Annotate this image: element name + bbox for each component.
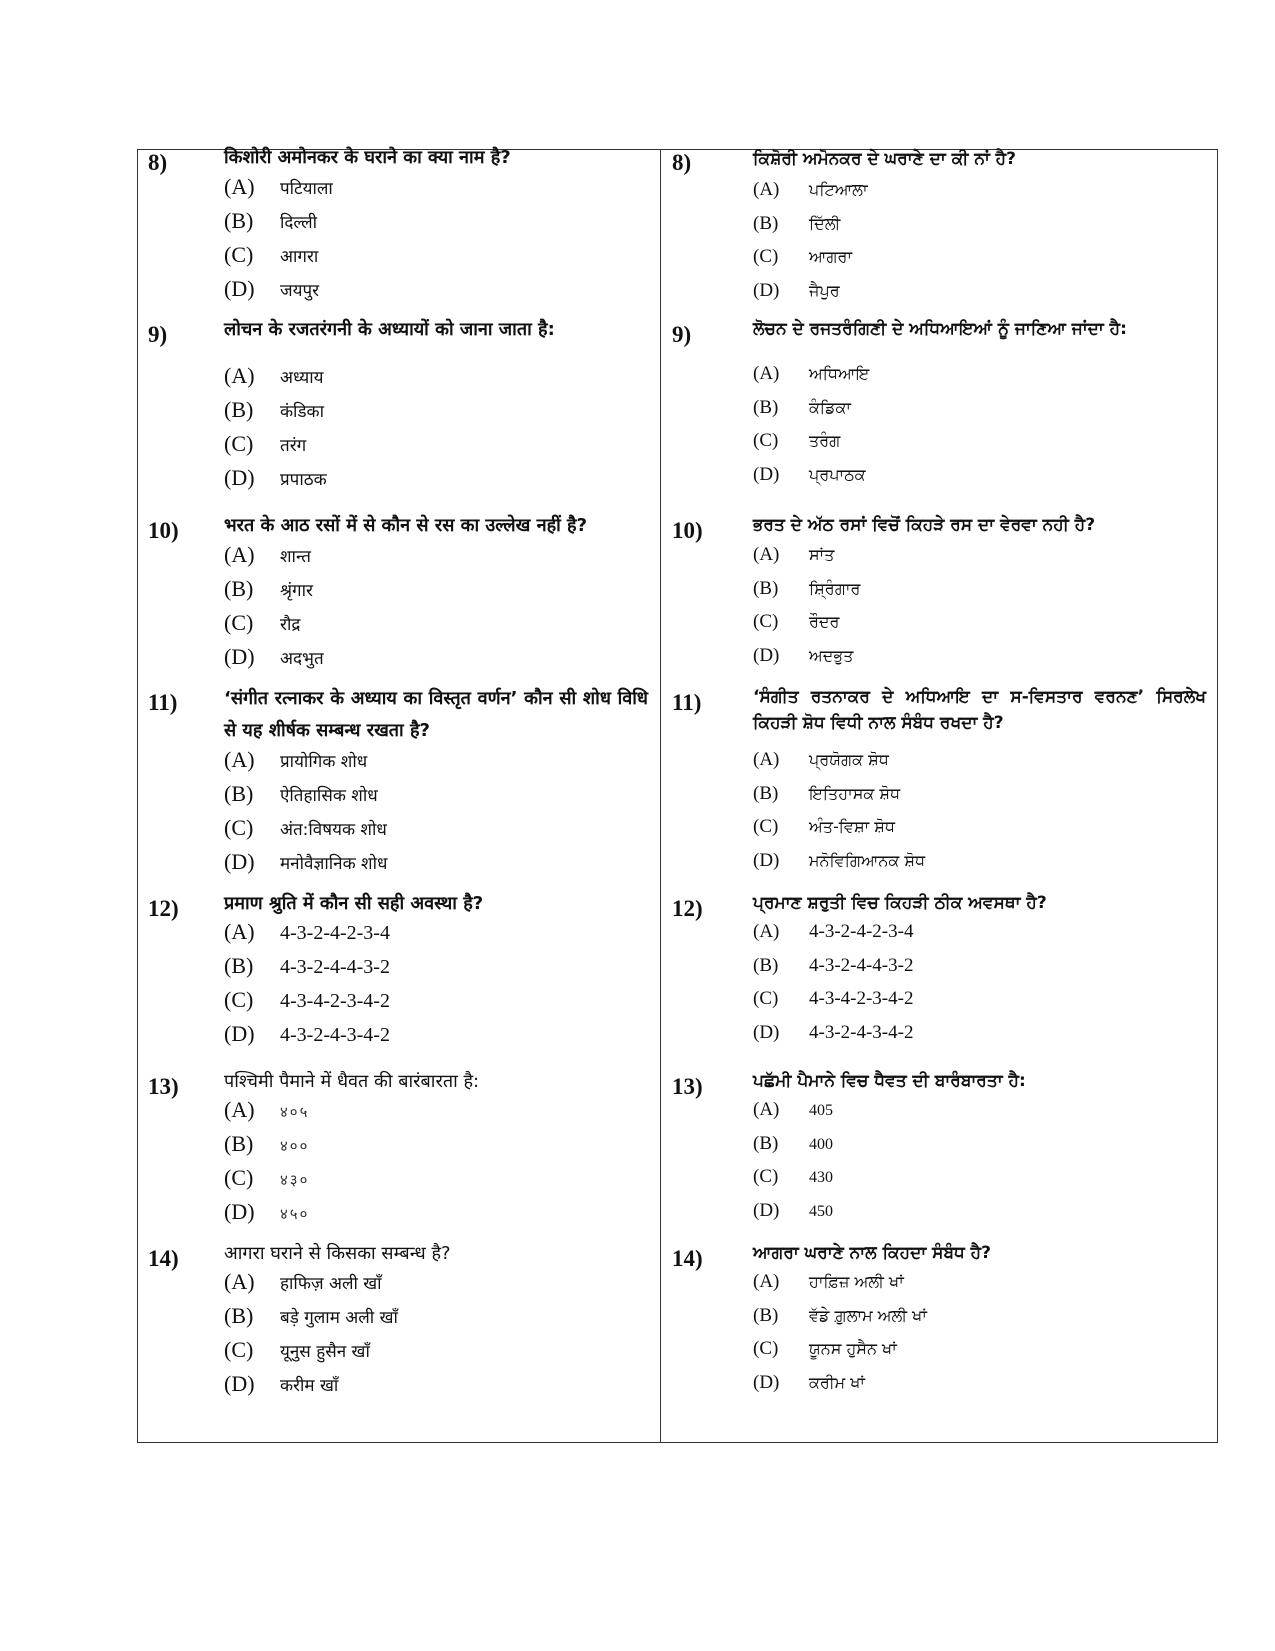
option-text: ४५० [280,1205,310,1223]
option-c[interactable] [224,240,650,274]
option-b[interactable] [753,951,1208,985]
option-letter: (D) [753,1021,780,1043]
option-letter: (D) [753,463,780,485]
option-text: मनोवैज्ञानिक शोध [280,854,388,874]
option-d[interactable] [224,463,650,497]
option-letter: (C) [753,1338,779,1359]
option-text: 4-3-4-2-3-4-2 [809,988,914,1009]
option-letter: (B) [224,953,254,978]
question-number: 12) [672,896,703,921]
option-a[interactable] [753,745,1208,779]
option-letter: (C) [753,246,779,267]
option-b[interactable] [224,779,650,813]
option-text: ਦਿੱਲੀ [809,213,841,233]
option-text: अध्याय [280,368,324,388]
option-text: 400 [809,1135,833,1153]
option-text: तरंग [280,436,307,456]
option-letter: (D) [224,644,255,669]
option-text: ਪ੍ਰਪਾਠਕ [809,464,866,484]
option-c[interactable] [753,1334,1208,1368]
option-d[interactable] [753,1018,1208,1052]
option-letter: (B) [753,782,779,804]
option-letter: (A) [224,1097,255,1122]
option-text: 450 [809,1202,833,1220]
option-letter: (A) [753,1099,780,1120]
question-text: ਪਛੱਮੀ ਪੈਮਾਨੇ ਵਿਚ ਧੈਵਤ ਦੀ ਬਾਰੰਬਾਰਤਾ ਹੈ: [753,1071,1026,1091]
options-list [753,359,1208,493]
option-text: ਕੰਡਿਕਾ [809,397,851,417]
option-text: ऐतिहासिक शोध [280,786,378,806]
option-letter: (C) [224,1165,254,1190]
option-c[interactable] [224,1335,650,1369]
option-text: अदभुत [280,649,324,669]
option-d[interactable] [224,642,650,676]
question-number: 8) [148,150,168,175]
option-letter: (C) [224,1337,254,1362]
options-list [224,745,650,881]
option-text: कंडिका [280,402,325,422]
option-a[interactable] [224,540,650,574]
option-text: ४३० [280,1171,310,1189]
option-letter: (C) [224,610,254,635]
option-letter: (B) [224,1131,254,1156]
option-text: रौद्र [280,615,301,635]
option-a[interactable] [224,1095,650,1129]
option-a[interactable] [753,1267,1208,1301]
option-a[interactable] [224,361,650,395]
option-d[interactable] [753,641,1208,675]
question-text: ਲੋਚਨ ਦੇ ਰਜਤਰੰਗਿਣੀ ਦੇ ਅਧਿਆਇਆਂ ਨੂੰ ਜਾਣਿਆ ਜਾਂਦਾ ਹੈ: [753,319,1127,339]
option-text: 4-3-2-4-2-3-4 [280,922,390,944]
option-a[interactable] [753,1095,1208,1129]
question-text: ‘संगीत रत्नाकर के अध्याय का विस्तृत वर्णन’ कौन सी शोध विधि से यह शीर्षक सम्बन्ध रखता है? [224,688,648,741]
option-letter: (C) [224,987,254,1012]
option-c[interactable] [224,1163,650,1197]
question-text: ‘ਸੰਗੀਤ ਰਤਨਾਕਰ ਦੇ ਅਧਿਆਇ ਦਾ ਸ-ਵਿਸਤਾਰ ਵਰਨਣ’ ਸਿਰਲੇਖ ਕਿਹੜੀ ਸ਼ੋਧ ਵਿਧੀ ਨਾਲ ਸੰਬੰਧ ਰਖਦਾ ਹੈ? [753,687,1206,733]
option-text: 4-3-2-4-3-4-2 [280,1024,390,1046]
option-b[interactable] [224,1301,650,1335]
option-text: प्रपाठक [280,470,327,490]
option-letter: (B) [224,1303,254,1328]
option-letter: (A) [753,544,780,565]
option-text: शान्त [280,547,311,567]
question-text: पश्चिमी पैमाने में धैवत की बारंबारता है: [224,1071,480,1092]
option-text: जयपुर [280,281,320,301]
options-list [753,540,1208,674]
option-text: ਜੈਪੁਰ [809,280,840,300]
option-text: ਅਧਿਆਇ [809,364,870,383]
option-letter: (B) [753,1304,779,1326]
option-letter: (A) [753,749,780,770]
option-letter: (A) [224,174,255,199]
option-letter: (D) [753,1371,780,1393]
option-letter: (D) [224,1371,255,1396]
option-text: ਸਾਂਤ [809,545,835,564]
option-letter: (D) [224,276,255,301]
option-b[interactable] [753,209,1208,243]
option-text: ਸ਼੍ਰਿੰਗਾਰ [809,578,861,598]
option-letter: (C) [224,242,254,267]
options-list [224,1095,650,1231]
option-a[interactable] [753,175,1208,209]
option-letter: (D) [224,1021,255,1046]
option-text: हाफिज़ अली खाँ [280,1274,382,1294]
option-d[interactable] [753,1196,1208,1230]
option-text: दिल्ली [280,213,318,233]
option-letter: (D) [753,644,780,666]
option-d[interactable] [224,1019,650,1053]
option-text: प्रायोगिक शोध [280,752,368,772]
option-letter: (A) [753,921,780,942]
question-number: 11) [672,690,702,715]
option-d[interactable] [224,847,650,881]
question-number: 10) [148,518,179,543]
question-number: 9) [672,322,692,347]
option-letter: (C) [753,816,779,837]
option-a[interactable] [224,917,650,951]
option-c[interactable] [224,813,650,847]
option-text: 4-3-2-4-4-3-2 [280,956,390,978]
option-a[interactable] [753,540,1208,574]
option-text: पटियाला [280,179,333,199]
option-letter: (B) [753,954,779,976]
option-b[interactable] [224,951,650,985]
question-number: 12) [148,896,179,921]
option-b[interactable] [753,393,1208,427]
option-letter: (A) [224,542,255,567]
options-list [753,917,1208,1051]
option-letter: (D) [753,279,780,301]
option-letter: (B) [224,576,254,601]
option-c[interactable] [753,1162,1208,1196]
option-d[interactable] [753,276,1208,310]
option-text: ਇਤਿਹਾਸਕ ਸ਼ੋਧ [809,783,901,803]
question-text: भरत के आठ रसों में से कौन से रस का उल्लेख नहीं है? [224,515,588,536]
options-list [224,172,650,308]
option-letter: (C) [753,1166,779,1187]
options-list [753,1267,1208,1401]
option-a[interactable] [224,1267,650,1301]
option-letter: (C) [753,988,779,1009]
option-a[interactable] [753,917,1208,951]
option-b[interactable] [224,206,650,240]
option-a[interactable] [753,359,1208,393]
option-letter: (A) [753,179,780,200]
option-letter: (A) [753,363,780,384]
option-letter: (B) [753,396,779,418]
option-text: ਅੰਤ-ਵਿਸ਼ਾ ਸ਼ੋਧ [809,817,895,836]
option-letter: (C) [224,431,254,456]
option-b[interactable] [224,574,650,608]
option-text: 4-3-4-2-3-4-2 [280,990,390,1012]
option-c[interactable] [753,242,1208,276]
option-letter: (B) [753,212,779,234]
question-number: 13) [148,1074,179,1099]
option-text: यूनुस हुसैन खाँ [280,1342,370,1362]
question-text: ਕਿਸ਼ੋਰੀ ਅਮੋਨਕਰ ਦੇ ਘਰਾਣੇ ਦਾ ਕੀ ਨਾਂ ਹੈ? [753,149,1016,169]
option-d[interactable] [753,1368,1208,1402]
option-text: ਤਰੰਗ [809,431,841,450]
option-letter: (D) [224,465,255,490]
option-text: श्रृंगार [280,581,313,601]
option-c[interactable] [753,607,1208,641]
question-number: 10) [672,518,703,543]
option-b[interactable] [224,1129,650,1163]
option-d[interactable] [224,274,650,308]
option-text: ਅਦਭੁਤ [809,645,854,665]
option-letter: (B) [224,397,254,422]
option-c[interactable] [224,429,650,463]
option-c[interactable] [753,812,1208,846]
option-c[interactable] [753,426,1208,460]
option-text: ਮਨੋਵਿਗਿਆਨਕ ਸ਼ੋਧ [809,850,926,870]
question-text: ਪ੍ਰਮਾਣ ਸ਼ਰੁਤੀ ਵਿਚ ਕਿਹੜੀ ਠੀਕ ਅਵਸਥਾ ਹੈ? [753,893,1047,913]
option-d[interactable] [224,1197,650,1231]
options-list [224,540,650,676]
option-letter: (A) [224,363,255,388]
option-letter: (A) [224,919,255,944]
options-list [224,1267,650,1403]
option-letter: (A) [224,747,255,772]
question-text: ਆਗਰਾ ਘਰਾਣੇ ਨਾਲ ਕਿਹਦਾ ਸੰਬੰਧ ਹੈ? [753,1243,991,1263]
option-text: 430 [809,1169,833,1186]
option-text: 405 [809,1102,833,1119]
option-letter: (A) [753,1271,780,1292]
option-text: ४०५ [280,1103,310,1121]
options-list [753,1095,1208,1229]
option-text: ४०० [280,1137,310,1155]
option-text: ਹਾਫ਼ਿਜ਼ ਅਲੀ ਖਾਂ [809,1272,904,1291]
question-text: ਭਰਤ ਦੇ ਅੱਠ ਰਸਾਂ ਵਿਚੋਂ ਕਿਹੜੇ ਰਸ ਦਾ ਵੇਰਵਾ ਨਹੀ ਹੈ? [753,515,1096,535]
option-text: 4-3-2-4-4-3-2 [809,954,914,976]
option-d[interactable] [224,1369,650,1403]
option-letter: (D) [753,849,780,871]
option-letter: (D) [753,1199,780,1221]
column-divider [660,149,661,1443]
options-list [753,175,1208,309]
option-text: अंत:विषयक शोध [280,820,387,840]
options-list [224,917,650,1053]
option-b[interactable] [753,574,1208,608]
question-number: 8) [672,150,692,175]
question-text: प्रमाण श्रुति में कौन सी सही अवस्था है? [224,893,484,914]
option-letter: (A) [224,1269,255,1294]
question-number: 13) [672,1074,703,1099]
option-text: ਯੂਨਸ ਹੁਸੈਨ ਖਾਂ [809,1339,897,1358]
option-d[interactable] [753,846,1208,880]
question-number: 9) [148,322,168,347]
option-text: ਪਟਿਆਲਾ [809,180,868,199]
option-text: करीम खाँ [280,1376,339,1396]
option-text: ਕਰੀਮ ਖਾਂ [809,1372,865,1392]
option-text: ਰੌਦਰ [809,612,840,631]
option-letter: (B) [224,208,254,233]
option-c[interactable] [753,984,1208,1018]
option-text: 4-3-2-4-3-4-2 [809,1021,914,1043]
option-a[interactable] [224,172,650,206]
option-d[interactable] [753,460,1208,494]
option-a[interactable] [224,745,650,779]
option-text: ਪ੍ਰਯੋਗਕ ਸ਼ੋਧ [809,750,889,769]
question-number: 11) [148,690,178,715]
options-list [224,361,650,497]
question-text: आगरा घराने से किसका सम्बन्ध है? [224,1243,451,1264]
option-letter: (C) [753,430,779,451]
option-b[interactable] [753,1301,1208,1335]
option-letter: (C) [753,611,779,632]
option-letter: (B) [224,781,254,806]
question-text: लोचन के रजतरंगनी के अध्यायों को जाना जाता है: [224,319,555,340]
option-letter: (D) [224,849,255,874]
option-b[interactable] [753,779,1208,813]
option-letter: (B) [753,577,779,599]
option-b[interactable] [753,1129,1208,1163]
option-text: बड़े गुलाम अली खाँ [280,1308,398,1328]
option-c[interactable] [224,608,650,642]
question-number: 14) [672,1246,703,1271]
option-text: ਵੱਡੇ ਗ਼ੁਲਾਮ ਅਲੀ ਖਾਂ [809,1305,927,1325]
options-list [753,745,1208,879]
option-text: 4-3-2-4-2-3-4 [809,921,914,942]
option-letter: (C) [224,815,254,840]
option-b[interactable] [224,395,650,429]
option-c[interactable] [224,985,650,1019]
option-text: आगरा [280,247,319,267]
option-letter: (B) [753,1132,779,1154]
question-number: 14) [148,1246,179,1271]
question-text: किशोरी अमोनकर के घराने का क्या नाम है? [224,147,511,168]
option-text: ਆਗਰਾ [809,247,853,266]
option-letter: (D) [224,1199,255,1224]
